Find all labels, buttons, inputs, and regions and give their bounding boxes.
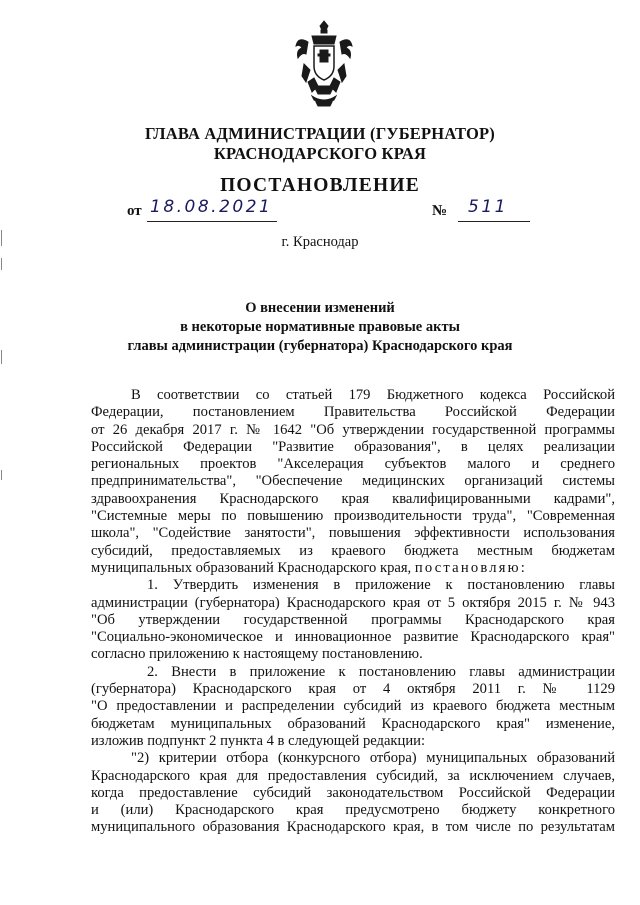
subject-line3: главы администрации (губернатора) Краснодарского края	[127, 338, 513, 354]
number-field	[432, 203, 447, 220]
body-line: Федерации, постановлением Правительства Российской Федерации	[91, 404, 615, 421]
subject-line1: О внесении изменений	[245, 300, 395, 316]
scan-mark	[1, 230, 2, 246]
body-line: субсидий, предоставляемых из краевого бюджета местным бюджетам	[91, 542, 615, 559]
body-line: школа", "Содействие занятости", повышения эффективности использования	[91, 525, 615, 542]
number-prefix: №	[432, 203, 448, 219]
body-line: администрации (губернатора) Краснодарского края от 5 октября 2015 г. № 943	[91, 594, 615, 611]
document-type-title: ПОСТАНОВЛЕНИЕ	[220, 175, 420, 196]
date-underline	[147, 221, 277, 222]
subject-line2: в некоторые нормативные правовые акты	[180, 319, 460, 335]
header-authority-line2: КРАСНОДАРСКОГО КРАЯ	[213, 144, 427, 163]
body-line: "2) критерии отбора (конкурсного отбора) муниципальных образований	[131, 750, 615, 767]
body-line: "Социально-экономическое и инновационное развитие Краснодарского края"	[91, 629, 615, 646]
date-prefix: от	[127, 203, 142, 219]
body-line: 1. Утвердить изменения в приложение к постановлению главы	[147, 577, 615, 594]
body-line: когда предоставление субсидий законодательством Российской Федерации	[91, 784, 615, 801]
city-label: г. Краснодар	[281, 234, 359, 250]
body-line: муниципального образования Краснодарского края, в том числе по результатам	[91, 819, 615, 836]
body-line: Российской Федерации "Развитие образования", в целях реализации	[91, 438, 615, 455]
body-line: согласно приложению к настоящему постановлению.	[91, 646, 423, 663]
scan-mark	[1, 470, 2, 480]
scan-mark	[1, 350, 2, 364]
body-line: от 26 декабря 2017 г. № 1642 "Об утверждении государственной программы	[91, 421, 615, 438]
header-authority-line1: ГЛАВА АДМИНИСТРАЦИИ (ГУБЕРНАТОР)	[145, 124, 495, 143]
body-line: изложив подпункт 2 пункта 4 в следующей редакции:	[91, 732, 426, 749]
body-line: и (или) Краснодарского края предусмотрено бюджету конкретного	[91, 802, 615, 819]
date-handwritten: 18.08.2021	[150, 197, 273, 217]
body-line: 2. Внести в приложение к постановлению главы администрации	[147, 663, 615, 680]
body-line: Краснодарского края для предоставления субсидий, за исключением случаев,	[91, 767, 615, 784]
coat-of-arms-emblem	[294, 20, 354, 108]
document-body	[91, 387, 615, 837]
body-line: бюджетам муниципальных образований Краснодарского края" изменение,	[91, 715, 615, 732]
body-line: "О предоставлении и распределении субсидий из краевого бюджета местным	[91, 698, 615, 715]
body-line: В соответствии со статьей 179 Бюджетного кодекса Российской	[131, 387, 615, 403]
body-line-resolve: муниципальных образований Краснодарского края, постановляю:	[91, 559, 527, 576]
body-line: (губернатора) Краснодарского края от 4 октября 2011 г. № 1129	[91, 681, 615, 698]
body-line: региональных проектов "Акселерация субъектов малого и среднего	[91, 456, 615, 473]
date-field	[127, 203, 142, 220]
body-line: "Об утверждении государственной программы Краснодарского края	[91, 611, 615, 628]
body-line: "Системные меры по повышению производительности труда", "Современная	[91, 508, 615, 525]
scan-mark	[1, 258, 2, 270]
number-underline	[458, 221, 530, 222]
resolve-word: постановляю:	[414, 559, 527, 576]
body-line: здравоохранения Краснодарского края квалифицированными кадрами",	[91, 490, 615, 507]
body-line: предпринимательства", "Обеспечение медицинских организаций системы	[91, 473, 615, 490]
number-handwritten: 511	[468, 197, 508, 217]
